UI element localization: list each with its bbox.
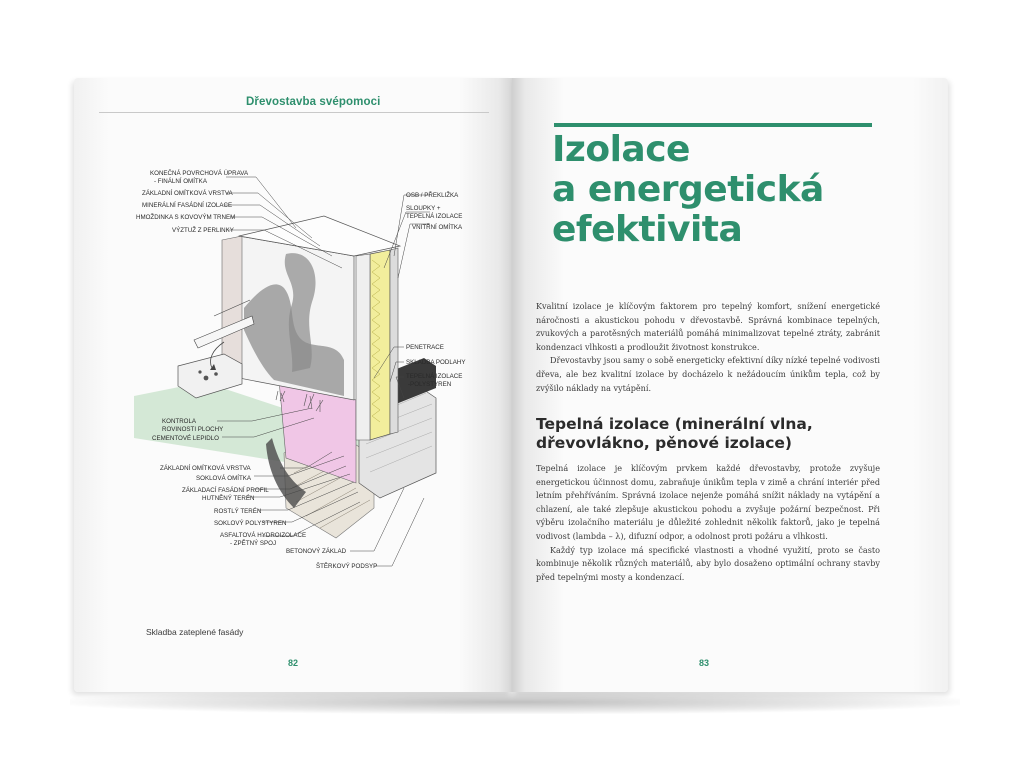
- page-number-left: 82: [288, 658, 299, 668]
- label-compacted-terrain: HUTNĚNÝ TERÉN: [202, 495, 255, 502]
- label-floor: SKLADBA PODLAHY: [406, 359, 466, 366]
- label-anchor: HMOŽDINKA S KOVOVÝM TRNEM: [136, 214, 236, 221]
- label-studs: SLOUPKY +: [406, 205, 441, 212]
- running-head: Dřevostavba svépomoci: [246, 96, 381, 108]
- page-number-right: 83: [699, 658, 710, 668]
- label-check: KONTROLA: [162, 418, 197, 425]
- label-mineral-insulation: MINERÁLNÍ FASÁDNÍ IZOLACE: [142, 202, 233, 209]
- label-adhesive: CEMENTOVÉ LEPIDLO: [152, 435, 219, 442]
- intro-text: [536, 300, 880, 395]
- figure-caption: Skladba zateplené fasády: [146, 627, 244, 637]
- facade-section-diagram: [74, 78, 512, 692]
- label-check-2: ROVINOSTI PLOCHY: [162, 426, 224, 433]
- section-paragraph: Každý typ izolace má specifické vlastnosti a vhodné využití, proto se často kombinuje několik různých materiálů, aby bylo dosaženo optimální ochrany stavby před tepelnými mosty a kondenzací.: [536, 544, 880, 582]
- intro-paragraph: Dřevostavby jsou samy o sobě energeticky efektivní díky nízké tepelné vodivosti dřeva, ale bez kvalitní izolace by docházelo k nežádoucím únikům tepla, což by zvýšilo náklady na vytápění.: [536, 355, 880, 393]
- label-waterproofing: ASFALTOVÁ HYDROIZOLACE: [220, 532, 307, 539]
- intro-paragraph: Kvalitní izolace je klíčovým faktorem pro tepelný komfort, snížení energetické náročnosti a akustickou pohodu v dřevostavbě. Správná kombinace tepelných, zvukových a parotěsných materiálů pomáhá minimalizovat tepelné ztráty, zabránit kondenzaci vlhkosti a prodloužit životnost konstrukce.: [536, 301, 880, 352]
- chapter-title-line-1: Izolace: [552, 129, 690, 170]
- label-final-render: KONEČNÁ POVRCHOVÁ ÚPRAVA: [150, 170, 249, 177]
- book-shadow: [70, 690, 960, 714]
- label-osb: OSB / PŘEKLIŽKA: [406, 192, 459, 199]
- label-plinth-polystyrene: SOKLOVÝ POLYSTYREN: [214, 520, 287, 527]
- section-paragraph: Tepelná izolace je klíčovým prvkem každé dřevostavby, protože zvyšuje energetickou účinnost domu, zabraňuje únikům tepla v zimě a chrání interiér před letním přehříváním. Správná izolace nejenže pomáhá snížit náklady na vytápění a chlazení, ale také zlepšuje akustickou pohodu a zvyšuje požární bezpečnost. Při výběru izolačního materiálu je důležité zohlednit několik faktorů, jako je tepelná vodivost (lambda – λ), difuzní odpor, a odolnost proti požáru a vlhkosti.: [536, 463, 880, 541]
- label-gravel: ŠTĚRKOVÝ PODSYP: [316, 563, 378, 570]
- right-page: [512, 78, 948, 692]
- left-page: [74, 78, 512, 692]
- label-floor-insulation-2: -POLYSTYREN: [408, 381, 452, 388]
- label-mesh: VÝZTUŽ Z PERLINKY: [172, 227, 234, 234]
- label-base-render-2: ZÁKLADNÍ OMÍTKOVÁ VRSTVA: [160, 465, 251, 472]
- label-base-render: ZÁKLADNÍ OMÍTKOVÁ VRSTVA: [142, 190, 233, 197]
- chapter-title-line-3: efektivita: [552, 209, 743, 250]
- chapter-title-line-2: a energetická: [552, 169, 824, 210]
- label-penetration: PENETRACE: [406, 344, 444, 351]
- label-studs-2: TEPELNÁ IZOLACE: [406, 213, 463, 220]
- title-rule: [554, 123, 872, 127]
- section-text: [536, 462, 880, 584]
- label-floor-insulation: TEPELNÁ IZOLACE: [406, 373, 463, 380]
- label-plinth-render: SOKLOVÁ OMÍTKA: [196, 475, 252, 482]
- label-concrete-base: BETONOVÝ ZÁKLAD: [286, 548, 347, 555]
- label-natural-terrain: ROSTLÝ TERÉN: [214, 508, 262, 515]
- label-base-profile: ZÁKLADACÍ FASÁDNÍ PROFIL: [182, 487, 269, 494]
- chapter-title: [552, 130, 932, 250]
- label-inner-plaster: VNITŘNÍ OMÍTKA: [412, 224, 463, 231]
- label-final-render-2: - FINÁLNÍ OMÍTKA: [154, 178, 207, 185]
- label-waterproofing-2: - ZPĚTNÝ SPOJ: [230, 540, 277, 547]
- section-heading: Tepelná izolace (minerální vlna, dřevovlákno, pěnové izolace): [536, 415, 813, 452]
